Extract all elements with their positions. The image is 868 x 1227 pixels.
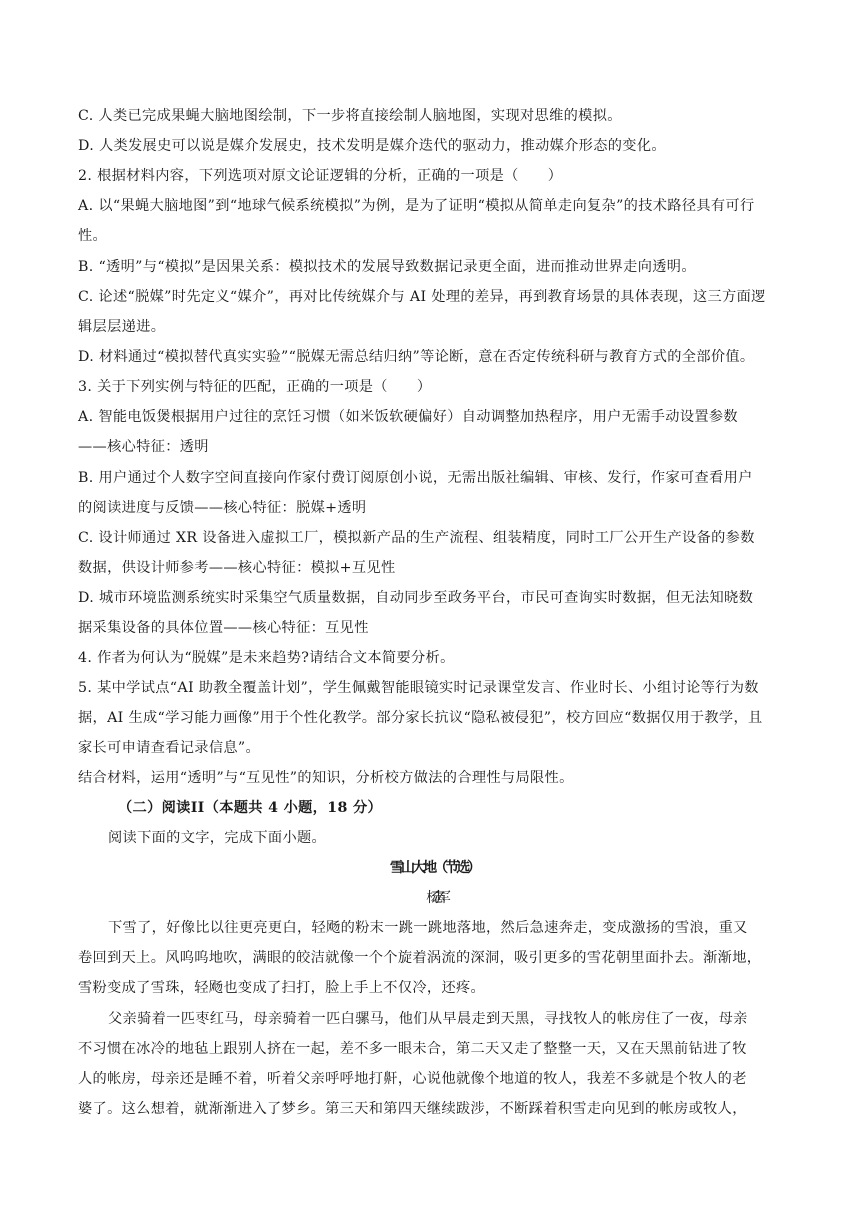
option-line-continued: 辑层层递进。 (78, 319, 166, 335)
article-paragraph-line: 卷回到天上。风呜呜地吹，满眼的皎洁就像一个个旋着涡流的深洞，吸引更多的雪花朝里面扑去。渐渐地， (78, 950, 762, 966)
option-line: D. 人类发展史可以说是媒介发展史，技术发明是媒介迭代的驱动力，推动媒介形态的变化。 (78, 138, 666, 154)
option-line: B. 用户通过个人数字空间直接向作家付费订阅原创小说，无需出版社编辑、审核、发行，作家可查看用户 (78, 470, 753, 486)
question-line: 5. 某中学试点“AI 助教全覆盖计划”，学生佩戴智能眼镜实时记录课堂发言、作业时长、小组讨论等行为数 (78, 680, 759, 696)
article-paragraph-line: 雪粉变成了雪珠，轻飏也变成了扫打，脸上手上不仅冷，还疼。 (78, 980, 486, 996)
question-line-continued: 家长可申请查看记录信息”。 (78, 740, 261, 756)
option-line: D. 城市环境监测系统实时采集空气质量数据，自动同步至政务平台，市民可查询实时数据，但无法知晓数 (78, 590, 754, 606)
option-line: D. 材料通过“模拟替代真实实验”“脱媒无需总结归纳”等论断，意在否定传统科研与教育方式的全部价值。 (78, 349, 755, 365)
article-paragraph-line: 不习惯在冰冷的地毡上跟别人挤在一起，差不多一眼未合，第二天又走了整整一天，又在天黑前钻进了牧 (78, 1041, 747, 1057)
reading-instruction: 阅读下面的文字，完成下面小题。 (108, 830, 327, 846)
option-line-continued: 性。 (78, 228, 108, 244)
option-line-continued: 的阅读进度与反馈——核心特征：脱媒+透明 (78, 500, 367, 516)
section-heading: （二）阅读II（本题共 4 小题，18 分） (118, 800, 383, 816)
option-line: A. 智能电饭煲根据用户过往的烹饪习惯（如米饭软硬偏好）自动调整加热程序，用户无需手动设置参数 (78, 409, 738, 425)
question-line: 3. 关于下列实例与特征的匹配，正确的一项是（ ） (78, 379, 432, 395)
option-line: C. 设计师通过 XR 设备进入虚拟工厂，模拟新产品的生产流程、组装精度，同时工厂公开生产设备的参数 (78, 530, 755, 546)
article-paragraph-line: 父亲骑着一匹枣红马，母亲骑着一匹白骡马，他们从早晨走到天黑，寻找牧人的帐房住了一夜，母亲 (108, 1011, 748, 1027)
article-paragraph-line: 下雪了，好像比以往更亮更白，轻飏的粉末一跳一跳地落地，然后急速奔走，变成激扬的雪浪，重又 (108, 920, 748, 936)
question-line: 结合材料，运用“透明”与“互见性”的知识，分析校方做法的合理性与局限性。 (78, 770, 574, 786)
article-paragraph-line: 婆了。这么想着，就渐渐进入了梦乡。第三天和第四天继续跋涉，不断踩着积雪走向见到的帐房或牧人， (78, 1101, 747, 1117)
option-line-continued: ——核心特征：透明 (78, 439, 209, 455)
option-line-continued: 据采集设备的具体位置——核心特征：互见性 (78, 620, 369, 636)
option-line: C. 人类已完成果蝇大脑地图绘制，下一步将直接绘制人脑地图，实现对思维的模拟。 (78, 108, 622, 124)
question-line: 4. 作者为何认为“脱媒”是未来趋势?请结合文本简要分析。 (78, 650, 455, 666)
option-line: A. 以“果蝇大脑地图”到“地球气候系统模拟”为例，是为了证明“模拟从简单走向复杂”的技术路径具有可行 (78, 198, 755, 214)
article-author: 杨志军 (426, 890, 442, 906)
option-line-continued: 数据，供设计师参考——核心特征：模拟+互见性 (78, 560, 396, 576)
question-line-continued: 据，AI 生成“学习能力画像”用于个性化教学。部分家长抗议“隐私被侵犯”，校方回应“数据仅用于教学，且 (78, 710, 763, 726)
article-title: 雪山大地（节选） (389, 860, 479, 876)
option-line: C. 论述“脱媒”时先定义“媒介”，再对比传统媒介与 AI 处理的差异，再到教育场景的具体表现，这三方面逻 (78, 289, 766, 305)
question-line: 2. 根据材料内容，下列选项对原文论证逻辑的分析，正确的一项是（ ） (78, 168, 563, 184)
article-paragraph-line: 人的帐房，母亲还是睡不着，听着父亲呼呼地打鼾，心说他就像个地道的牧人，我差不多就是个牧人的老 (78, 1071, 747, 1087)
option-line: B. “透明”与“模拟”是因果关系：模拟技术的发展导致数据记录更全面，进而推动世界走向透明。 (78, 259, 696, 275)
